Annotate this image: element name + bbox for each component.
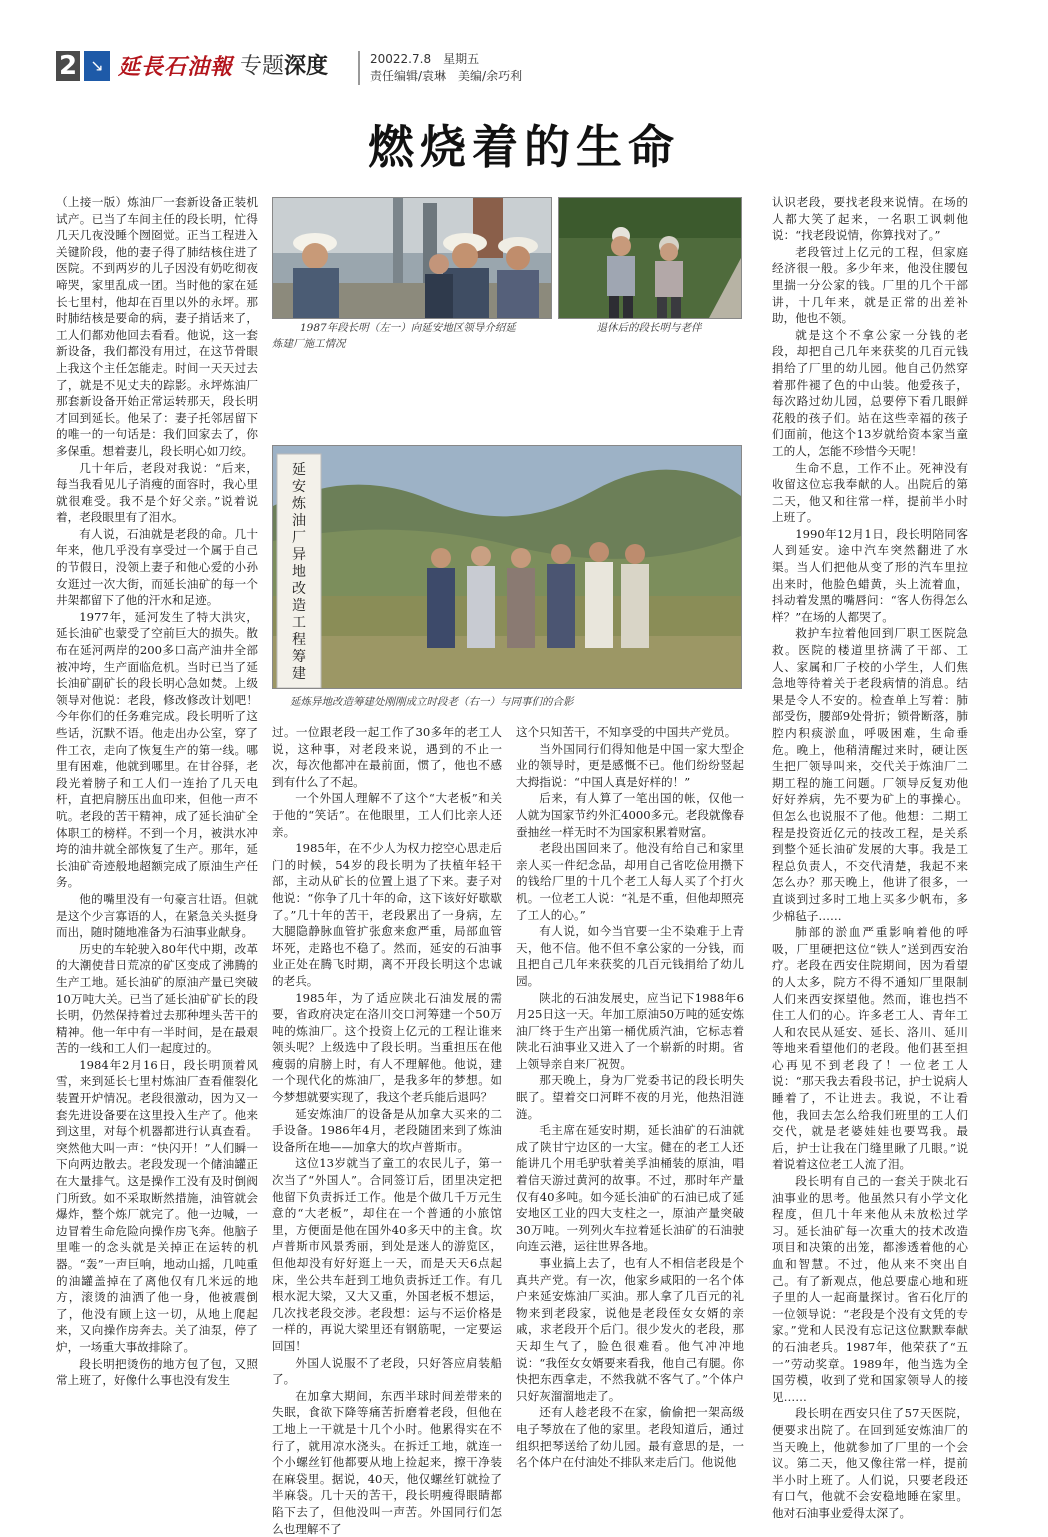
editor-credits: 责任编辑/袁琳 美编/余巧利 xyxy=(370,69,523,83)
article-column-1 xyxy=(56,194,258,1389)
photo-couple xyxy=(558,197,742,319)
photo-caption: 延炼异地改造筹建处刚刚成立时段老（右一）与同事们的合影 xyxy=(290,696,574,708)
paragraph: 1985年，在不少人为权力挖空心思走后门的时候，54岁的段长明为了扶植年轻干部，主动从矿长的位置上退了下来。妻子对他说：“你争了几十年的命，这下该好好歇歇了。”几十年的苦干，老段累出了一身病，左大腿隐静脉血管扩张愈来愈严重，局部血管坏死，走路也不稳了。然而，延安的石油事业正处在腾飞时期，离不开段长明这个忠诚的老兵。 xyxy=(272,841,502,988)
paragraph: 过。一位跟老段一起工作了30多年的老工人说，这种事，对老段来说，遇到的不止一次，每次他都冲在最前面，惯了，他也不感到有什么了不起。 xyxy=(272,725,502,789)
sign-char: 异 xyxy=(292,547,306,563)
article-column-3 xyxy=(516,724,744,1471)
sign-char: 炼 xyxy=(292,496,306,512)
sign-char: 建 xyxy=(292,666,306,682)
sign-char: 安 xyxy=(292,479,306,495)
sign-char: 造 xyxy=(292,598,306,614)
paragraph: 1985年，为了适应陕北石油发展的需要，省政府决定在洛川交口河筹建一个50万吨的炼油厂。这个投资上亿元的工程让谁来领头呢？上级选中了段长明。当重担压在他瘦弱的肩膀上时，有人不理解他。他说，建一个现代化的炼油厂，是我多年的梦想。如今梦想就要实现了，我这个老兵能后退吗？ xyxy=(272,990,502,1105)
sign-char: 厂 xyxy=(292,530,306,546)
header-divider xyxy=(358,51,360,85)
paragraph: 这个只知苦干，不知享受的中国共产党员。 xyxy=(516,725,737,739)
paragraph: 陕北的石油发展史，应当记下1988年6月25日这一天。年加工原油50万吨的延安炼油厂终于生产出第一桶优质汽油，它标志着陕北石油事业又进入了一个崭新的时期。省上领导亲自来厂祝贺。 xyxy=(516,990,744,1071)
paragraph: 一个外国人理解不了这个“大老板”和关于他的“笑话”。在他眼里，工人们比亲人还亲。 xyxy=(272,791,502,839)
section-title: 专题深度 xyxy=(240,54,329,79)
sign-char: 工 xyxy=(292,615,306,631)
photo-caption: 1987年段长明（左一）向延安地区领导介绍延 炼建厂施工情况 xyxy=(272,322,516,350)
paragraph: 这位13岁就当了童工的农民儿子，第一次当了“外国人”。合同签订后，团里决定把他留下负责拆迁工作。他是个做几千万元生意的“大老板”，却住在一个普通的小旅馆里，方便面是他在国外40多天中的主食。坎卢普斯市风景秀丽，到处是迷人的游览区，但他却没有好好逛上一天，而是天天6点起床，坐公共车赶到工地负责拆迁工作。有几根水泥大梁，又大又重，外国老板不想运，几次找老段交涉。老段想：运与不运价格是一样的，再说大梁里还有钢筋呢，一定要运回国！ xyxy=(272,1156,502,1353)
paragraph: 还有人趁老段不在家，偷偷把一架高级电子琴放在了他的家里。老段知道后，通过组织把琴送给了幼儿园。最有意思的是，一名个体户在付油处不排队来走后门。他说他 xyxy=(516,1405,744,1470)
paragraph: 事业搞上去了，也有人不相信老段是个真共产党。有一次，他家乡咸阳的一名个体户来延安炼油厂买油。那人拿了几百元的礼物来到老段家，说他是老段侄女女婿的亲戚，求老段开个后门。很少发火的老段，那天却生气了，脸色很难看。他气冲冲地说：“我侄女女婿要来看我，他自己有腿。你快把东西拿走，不然我就不客气了。”个体户只好灰溜溜地走了。 xyxy=(516,1256,744,1403)
article-column-2 xyxy=(272,724,502,1537)
headline: 燃烧着的生命 xyxy=(368,120,680,174)
sign-char: 改 xyxy=(292,581,306,597)
paragraph: 有人说，如今当官要一尘不染难于上青天，他不信。他不但不拿公家的一分钱，而且把自己几年来获奖的几百元钱捐给了幼儿园。 xyxy=(516,924,744,988)
paragraph: 在加拿大期间，东西半球时间差带来的失眠，食欲下降等痛苦折磨着老段，但他在工地上一干就是十几个小时。他累得实在不行了，就用凉水浇头。在拆迁工地，就连一个小螺丝钉他都要从地上捡起来，擦干净装在麻袋里。据说，40天，他仅螺丝钉就捡了半麻袋。几十天的苦干，段长明瘦得眼睛都陷下去了，但他没叫一声苦。外国同行们怎么也理解不了 xyxy=(272,1388,502,1536)
paragraph: 后来，有人算了一笔出国的帐，仅他一人就为国家节约外汇4000多元。老段就像春蚕抽丝一样无时不为国家积累着财富。 xyxy=(516,791,744,839)
paragraph: 老段管过上亿元的工程，但家庭经济很一般。多少年来，他没住腰包里揣一分公家的钱。厂里的几个干部讲，十几年来，就是正常的出差补助，他也不领。 xyxy=(772,244,968,326)
paragraph: 外国人说服不了老段，只好答应肩装船了。 xyxy=(272,1355,502,1387)
paragraph: 救护车拉着他回到厂职工医院急救。医院的楼道里挤满了干部、工人、家属和厂子校的小学生，人们焦急地等待着关于老段病情的消息。结果是令人不安的。检查单上写着：肺部受伤，腰部9处骨折；锁骨断落，肺腔内积痰淤血，呼吸困难，生命垂危。晚上，他稍清醒过来时，硬让医生把厂领导叫来，交代关于炼油厂二期工程的施工问题。厂领导反复劝他好好养病，先不要为矿上的事操心。但怎么也说服不了他。他想：二期工程是投资近亿元的技改工程，是关系到整个延长油矿发展的大事。我是工程总负责人，不交代清楚，我起不来怎么办？那天晚上，他讲了很多，一直谈到过多时工地上买多少帆布，多少棉毡子…… xyxy=(772,626,968,923)
paragraph: 生命不息，工作不止。死神没有收留这位忘我奉献的人。出院后的第二天，他又和往常一样，提前半小时上班了。 xyxy=(772,460,968,525)
paragraph: 老段出国回来了。他没有给自己和家里亲人买一件纪念品，却用自己省吃俭用攒下的钱给厂里的十几个老工人每人买了个打火机。一位老工人说：“礼是不重，但他却照亮了工人的心。” xyxy=(516,841,744,922)
sign-char: 油 xyxy=(292,513,306,529)
article-column-4 xyxy=(772,194,968,1522)
paragraph: 有人说，石油就是老段的命。几十年来，他几乎没有享受过一个属于自己的节假日，没领上妻子和他心爱的小孙女逛过一次大街，而延长油矿的每一个井架都留下了他的汗水和足迹。 xyxy=(56,526,258,608)
paragraph: 几十年后，老段对我说：“后来，每当我看见儿子消瘦的面容时，我心里就很难受。我不是个好父亲。”说着说着，老段眼里有了泪水。 xyxy=(56,460,258,525)
page-number: 2 xyxy=(56,51,80,81)
sign-char: 地 xyxy=(292,564,306,580)
photo-team xyxy=(272,445,742,689)
masthead xyxy=(56,47,1016,89)
paragraph: 1990年12月1日，段长明陪同客人到延安。途中汽车突然翻进了水渠。当人们把他从变了形的汽车里拉出来时，他脸色蜡黄，头上流着血，抖动着发黑的嘴唇问：“客人伤得怎么样？”在场的人都哭了。 xyxy=(772,526,968,624)
paragraph: 认识老段，要找老段来说情。在场的人都大笑了起来，一名职工讽刺他说：“找老段说情，你算找对了。” xyxy=(772,195,968,243)
paragraph: 他的嘴里没有一句豪言壮语。但就是这个少言寡语的人，在紧急关头挺身而出，随时随地准备为石油事业献身。 xyxy=(56,891,258,940)
sign-char: 延 xyxy=(292,462,306,478)
newspaper-logo: 延長石油報 xyxy=(118,54,234,80)
photo-caption: 退休后的段长明与老伴 xyxy=(596,322,702,334)
paragraph: 段长明把烫伤的地方包了包，又照常上班了，好像什么事也没有发生 xyxy=(56,1356,258,1388)
issue-date: 20022.7.8 星期五 xyxy=(370,52,480,66)
paragraph: 肺部的淤血严重影响着他的呼吸，厂里硬把这位“铁人”送到西安治疗。老段在西安住院期间，因为看望的人太多，院方不得不通知厂里限制人们来西安探望他。然而，谁也挡不住工人们的心。许多老工人、青年工人和农民从延安、延长、洛川、延川等地来看望他们的老段。他们甚至担心再见不到老段了！一位老工人说：“那天我去看段书记，护士说病人睡着了，不让进去。我说，不让看他，我回去怎么给我们班里的工人们交代，就是老婆娃娃也要骂我。最后，护士让我在门缝里瞅了几眼。”说着说着这位老工人流了泪。 xyxy=(772,925,968,1172)
sign-char: 程 xyxy=(292,632,306,648)
paragraph: 毛主席在延安时期，延长油矿的石油就成了陕甘宁边区的一大宝。健在的老工人还能讲几个用毛驴驮着美孚油桶装的原油，唱着信天游过黄河的故事。不过，那时年产量仅有40多吨。如今延长油矿的石油已成了延安地区工业的四大支柱之一，原油产量突破30万吨。一列列火车拉着延长油矿的石油驶向连云港，运往世界各地。 xyxy=(516,1123,744,1254)
photo-inspection-1987 xyxy=(272,197,552,319)
paragraph: 就是这个不拿公家一分钱的老段，却把自己几年来获奖的几百元钱捐给了厂里的幼儿园。他自己仍然穿着那件褪了色的中山装。他爱孩子，每次路过幼儿园，总要停下看几眼鲜花般的孩子们。站在这些幸福的孩子们面前，他这个13岁就给资本家当童工的人，怎能不珍惜今天呢！ xyxy=(772,327,968,458)
paragraph: 延安炼油厂的设备是从加拿大买来的二手设备。1986年4月，老段随团来到了炼油设备所在地——加拿大的坎卢普斯市。 xyxy=(272,1106,502,1154)
paragraph: 1977年，延河发生了特大洪灾，延长油矿也蒙受了空前巨大的损失。散布在延河两岸的200多口高产油井全部被冲垮，生产面临危机。当时已当了延长油矿副矿长的段长明心急如焚。上级领导对他说：老段，修改修改计划吧！今年你们的任务难完成。段长明听了这些话，沉默不语。他走出办公室，穿了件工衣，走向了恢复生产的第一线。哪里有困难，他就到哪里。在甘谷驿，老段光着膀子和工人们一连抬了几天电杆，直把肩膀压出血印来，但他一声不吭。老段的苦干精神，成了延长油矿全体职工的榜样。不到一个月，被洪水冲垮的油井就全部恢复了生产。那年，延长油矿奇迹般地超额完成了原油生产任务。 xyxy=(56,609,258,890)
paragraph: 1984年2月16日，段长明顶着风雪，来到延长七里村炼油厂查看催裂化装置开炉情况。老段很激动，因为又一套先进设备要在这里投入生产了。他来到这里，对每个机器都进行认真查看。突然他大叫一声：“快闪开！”人们瞬一下向两边散去。老段发现一个储油罐正在大量排气。这是操作工没有及时倒阀门所致。如不采取断然措施，油管就会爆炸，整个炼厂就完了。他一边喊，一边冒着生命危险向操作房飞奔。他脑子里唯一的念头就是关掉正在运转的机器。“轰”一声巨响，地动山摇，几吨重的油罐盖掉在了离他仅有几米远的地方，滚烫的油洒了他一身，他被震倒了，他没有顾上这一切，从地上爬起来，又向操作房奔去。关了油泵，停了炉，一场重大事故排除了。 xyxy=(56,1057,258,1354)
paragraph: （上接一版）炼油厂一套新设备正装机试产。已当了车间主任的段长明，忙得几天几夜没睡个囫囵觉。正当工程进入关键阶段，他的妻子得了肺结核住进了医院。不到两岁的儿子因没有奶吃彻夜啼哭，家里乱成一团。当时他的家在延长七里村，他却在百里以外的永坪。那时肺结核是要命的病，妻子捎话来了，工人们都劝他回去看看。他说，这一套新设备，我们都没有用过，在这节骨眼上我这个主任怎能走。时间一天天过去了，就是不见丈夫的踪影。永坪炼油厂那套新设备开始正常运转那天，段长明才回到延长。他呆了：妻子托邻居留下的唯一的一句话是：我们回家去了，你多保重。想着妻儿，段长明心如刀绞。 xyxy=(56,195,258,458)
paragraph: 那天晚上，身为厂党委书记的段长明失眠了。望着交口河畔不夜的月光，他热泪涟涟。 xyxy=(516,1073,744,1121)
paragraph: 段长明在西安只住了57天医院，便要求出院了。在回到延安炼油厂的当天晚上，他就参加了厂里的一个会议。第二天，他又像往常一样，提前半小时上班了。人们说，只要老段还有口气，他就不会安稳地睡在家里。他对石油事业爱得太深了。 xyxy=(772,1406,968,1520)
paragraph: 历史的车轮驶入80年代中期，改革的大潮使昔日荒凉的矿区变成了沸腾的生产工地。延长油矿的原油产量已突破10万吨大关。已当了延长油矿矿长的段长明，仍然保持着过去那种埋头苦干的精神。他一年中有一半时间，是在最艰苦的一线和工人们一起度过的。 xyxy=(56,941,258,1056)
paragraph: 当外国同行们得知他是中国一家大型企业的领导时，更是感慨不已。他们纷纷竖起大拇指说：“中国人真是好样的！” xyxy=(516,741,744,789)
paragraph: 段长明有自己的一套关于陕北石油事业的思考。他虽然只有小学文化程度，但几十年来他从未放松过学习。延长油矿每一次重大的技术改造项目和决策的出笼，都渗透着他的心血和智慧。不过，他从来不突出自己。有了新观点，他总要虚心地和班子里的人一起商量探讨。省石化厅的一位领导说：“老段是个没有文凭的专家。”党和人民没有忘记这位默默奉献的石油老兵。1987年，他荣获了“五一”劳动奖章。1989年，他当选为全国劳模，收到了党和国家领导人的接见…… xyxy=(772,1174,968,1404)
sign-char: 筹 xyxy=(292,649,306,665)
arrow-icon: ↘ xyxy=(84,51,110,81)
